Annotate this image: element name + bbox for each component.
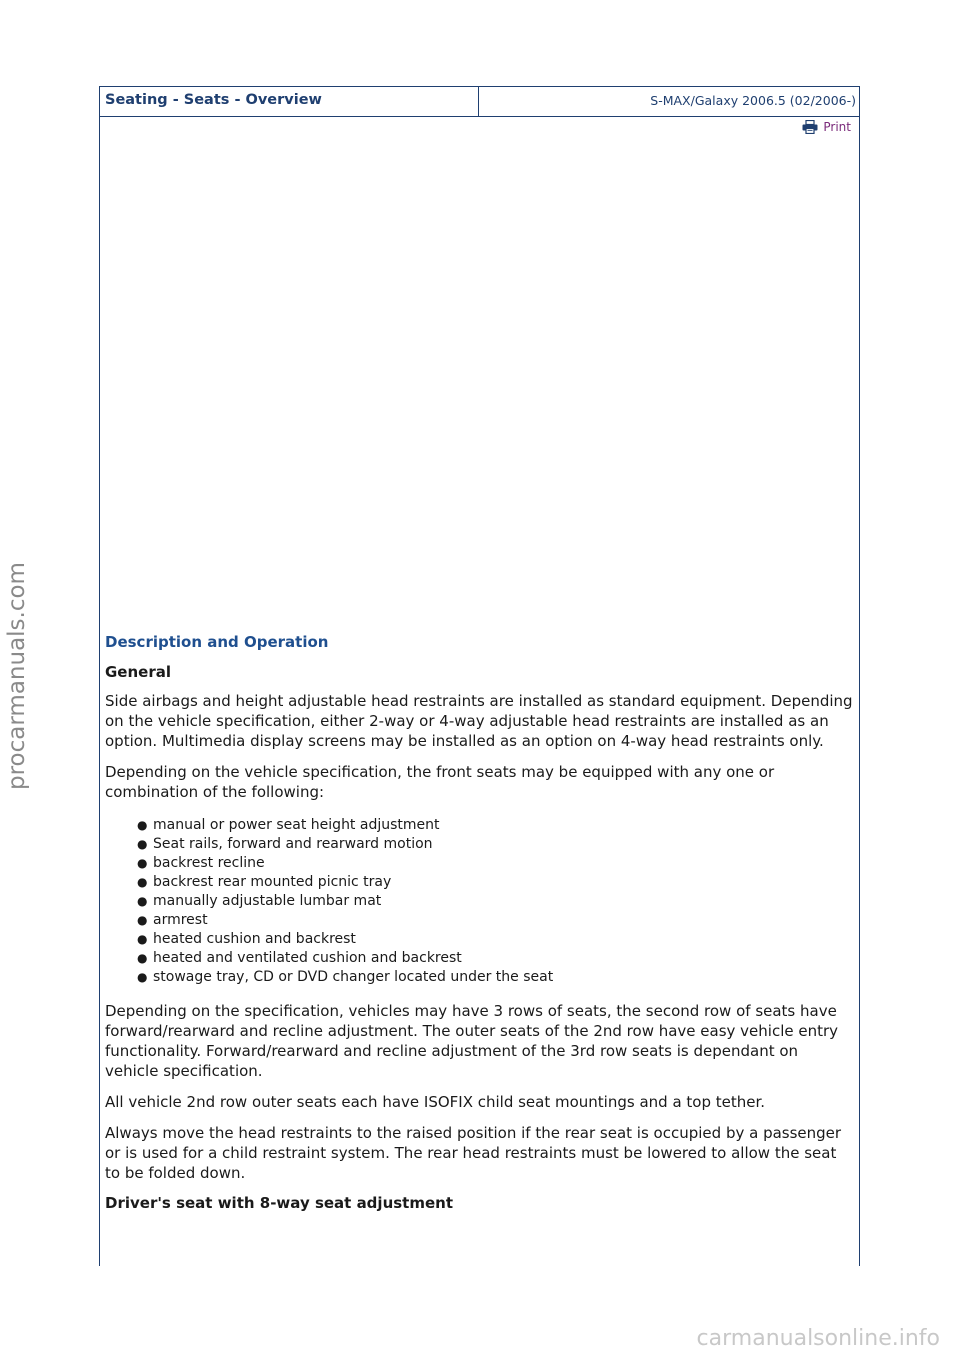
footer-site-link[interactable]: carmanualsonline.info [696,1326,940,1351]
page-frame [99,86,860,1266]
bullet-icon: ● [137,951,148,965]
print-label: Print [823,120,851,134]
printer-icon [802,120,818,134]
list-item: ● Seat rails, forward and rearward motion [137,836,433,852]
paragraph-standard-equipment: Side airbags and height adjustable head restraints are installed as standard equipment. Depending on the vehicle specification, either 2-way or 4-way adjustable head restraints are installed as an option. Multimedia display screens may be installed as an option on 4-way head restraints only. [105,692,853,750]
list-item: ● backrest rear mounted picnic tray [137,874,392,890]
list-item: ● armrest [137,912,208,928]
bullet-icon: ● [137,932,148,946]
side-watermark: procarmanuals.com [4,562,30,790]
bullet-icon: ● [137,913,148,927]
model-label: S-MAX/Galaxy 2006.5 (02/2006-) [650,93,856,108]
bullet-icon: ● [137,970,148,984]
paragraph-isofix: All vehicle 2nd row outer seats each have ISOFIX child seat mountings and a top tether. [105,1093,766,1111]
section-heading: Description and Operation [105,633,329,651]
list-item: ● manually adjustable lumbar mat [137,893,382,909]
bullet-icon: ● [137,818,148,832]
bullet-icon: ● [137,875,148,889]
paragraph-head-restraints: Always move the head restraints to the raised position if the rear seat is occupied by a passenger or is used for a child restraint system. The rear head restraints must be lowered to allow the seat to be folded down. [105,1124,842,1182]
bullet-icon: ● [137,837,148,851]
page-title: Seating - Seats - Overview [100,87,479,116]
list-item: ● heated cushion and backrest [137,931,356,947]
print-button[interactable] [802,120,851,134]
driver-seat-heading: Driver's seat with 8-way seat adjustment [105,1194,453,1212]
bullet-icon: ● [137,894,148,908]
list-item: ● manual or power seat height adjustment [137,817,440,833]
front-seat-feature-list [105,816,853,987]
page-header [100,87,859,117]
list-item: ● heated and ventilated cushion and backrest [137,950,462,966]
list-item: ● stowage tray, CD or DVD changer located under the seat [137,969,554,985]
general-heading: General [105,663,171,681]
paragraph-front-seat-options: Depending on the vehicle specification, the front seats may be equipped with any one or combination of the following: [105,763,775,801]
paragraph-seat-rows: Depending on the specification, vehicles may have 3 rows of seats, the second row of seats have forward/rearward and recline adjustment. The outer seats of the 2nd row have easy vehicle entry functionality. Forward/rearward and recline adjustment of the 3rd row seats is dependant on vehicle specification. [105,1002,839,1080]
document-body [105,633,853,1222]
list-item: ● backrest recline [137,855,265,871]
bullet-icon: ● [137,856,148,870]
